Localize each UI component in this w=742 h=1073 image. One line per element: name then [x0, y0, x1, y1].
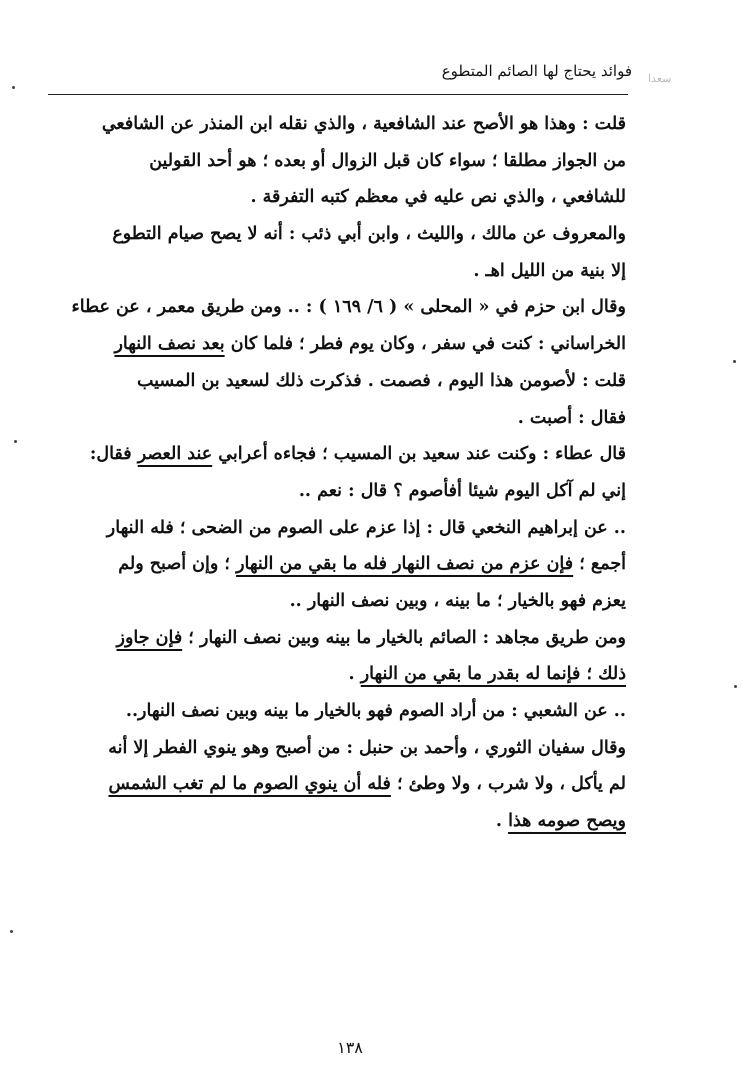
- text-line: [40, 179, 626, 216]
- underlined-phrase: فإن عزم من نصف النهار فله ما بقي من النهار: [236, 554, 574, 575]
- line-segment: .. عن الشعبي : من أراد الصوم فهو بالخيار ما بينه وبين نصف النهار..: [125, 701, 626, 721]
- scan-speck: [14, 440, 17, 443]
- text-line: [40, 510, 626, 547]
- text-line: [40, 363, 626, 400]
- text-line: [40, 473, 626, 510]
- line-segment: أجمع ؛: [573, 554, 626, 575]
- underlined-phrase: بعد نصف النهار: [114, 334, 225, 355]
- text-line: [40, 766, 626, 803]
- text-line: [40, 730, 626, 767]
- scan-speck: [734, 685, 737, 688]
- text-line: [40, 106, 626, 143]
- line-segment: قلت : لأصومن هذا اليوم ، فصمت . فذكرت ذلك لسعيد بن المسيب: [136, 370, 626, 391]
- line-segment: ؛ وإن أصبح ولم: [118, 554, 237, 575]
- line-segment: للشافعي ، والذي نص عليه في معظم كتبه التفرقة .: [250, 187, 626, 208]
- scan-speck: [10, 930, 13, 933]
- text-line: [40, 803, 626, 840]
- text-line: [40, 620, 626, 657]
- text-line: [40, 400, 626, 437]
- text-line: [40, 693, 626, 730]
- line-segment: ومن طريق مجاهد : الصائم بالخيار ما بينه وبين نصف النهار ؛: [182, 627, 626, 648]
- line-segment: من الجواز مطلقا ؛ سواء كان قبل الزوال أو بعده ؛ هو أحد القولين: [149, 150, 626, 171]
- line-segment: لم يأكل ، ولا شرب ، ولا وطئ ؛: [390, 774, 626, 795]
- scan-speck: [733, 360, 736, 363]
- header-rule: [48, 94, 628, 95]
- line-segment: الخراساني : كنت في سفر ، وكان يوم فطر ؛ فلما كان: [224, 334, 626, 355]
- line-segment: يعزم فهو بالخيار ؛ ما بينه ، وبين نصف النهار ..: [289, 590, 626, 611]
- text-line: [40, 143, 626, 180]
- text-line: [40, 326, 626, 363]
- text-line: [40, 216, 626, 253]
- page-number: ١٣٨: [337, 1038, 363, 1057]
- underlined-phrase: فله أن ينوي الصوم ما لم تغب الشمس: [108, 774, 391, 795]
- line-segment: .. عن إبراهيم النخعي قال : إذا عزم على الصوم من الضحى ؛ فله النهار: [106, 517, 626, 538]
- underlined-phrase: فإن جاوز: [116, 627, 183, 648]
- line-segment: قال عطاء : وكنت عند سعيد بن المسيب ؛ فجاءه أعرابي: [212, 444, 626, 465]
- line-segment: إلا بنية من الليل اهـ .: [473, 260, 626, 281]
- text-line: [40, 253, 626, 290]
- line-segment: إني لم آكل اليوم شيئا أفأصوم ؟ قال : نعم ..: [298, 480, 626, 501]
- scan-speck: [12, 86, 15, 89]
- running-header-title: فوائد يحتاج لها الصائم المتطوع: [441, 62, 632, 80]
- line-segment: فقال:: [89, 444, 138, 465]
- line-segment: وقال سفيان الثوري ، وأحمد بن حنبل : من أصبح وهو ينوي الفطر إلا أنه: [108, 737, 626, 758]
- body-text: [40, 106, 626, 840]
- text-line: [40, 656, 626, 693]
- text-line: [40, 546, 626, 583]
- underlined-phrase: ذلك ؛ فإنما له بقدر ما بقي من النهار: [360, 664, 626, 685]
- text-line: [40, 289, 626, 326]
- line-segment: .: [348, 664, 361, 685]
- underlined-phrase: عند العصر: [137, 444, 213, 465]
- margin-stamp: سعدا: [648, 72, 672, 85]
- text-line: [40, 436, 626, 473]
- underlined-phrase: ويصح صومه هذا: [508, 811, 626, 832]
- line-segment: وقال ابن حزم في « المحلى » ( ٦/ ١٦٩ ) : .. ومن طريق معمر ، عن عطاء: [71, 297, 626, 318]
- line-segment: .: [495, 811, 509, 832]
- line-segment: فقال : أصبت .: [517, 407, 626, 428]
- line-segment: قلت : وهذا هو الأصح عند الشافعية ، والذي نقله ابن المنذر عن الشافعي: [101, 114, 626, 134]
- text-line: [40, 583, 626, 620]
- line-segment: والمعروف عن مالك ، والليث ، وابن أبي ذئب : أنه لا يصح صيام التطوع: [112, 224, 626, 245]
